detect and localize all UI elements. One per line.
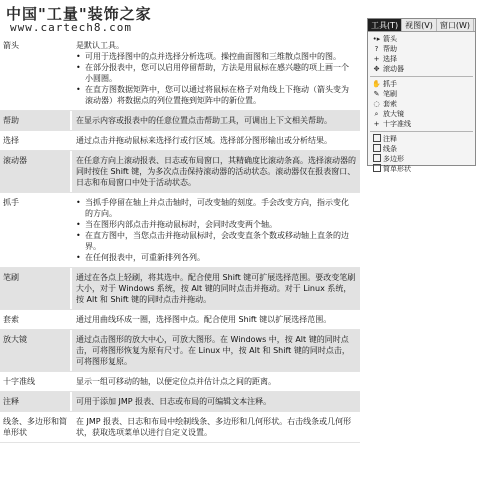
tool-description-cell — [72, 310, 360, 329]
menu-item-select[interactable] — [370, 54, 475, 64]
menu-item-label: 套索 — [383, 100, 397, 108]
description-line: 通过点击图形的放大中心，可放大图形。在 Windows 中，按 Alt 键的同时点击，可将图形恢复为原有尺寸。在 Linux 中，按 Alt 和 Shift 键的同时点击，可将图形复原。 — [76, 335, 350, 366]
menu-item-label: 十字准线 — [383, 120, 411, 128]
tool-name-cell: 笔刷 — [0, 268, 72, 309]
description-text — [76, 314, 356, 325]
tool-name-cell: 帮助 — [0, 111, 72, 130]
tool-description-cell — [72, 412, 360, 442]
menu-item-help[interactable] — [370, 44, 475, 54]
tools-menu-items — [368, 32, 475, 174]
menu-item-grabber[interactable] — [370, 79, 475, 89]
bullet-dot-icon: • — [76, 231, 81, 240]
description-text — [76, 334, 356, 367]
menu-item-polygon[interactable] — [370, 154, 475, 164]
bullet-dot-icon: • — [76, 220, 81, 229]
table-row — [0, 268, 360, 310]
crosshair-icon: + — [373, 120, 380, 128]
menu-item-label: 选择 — [383, 55, 397, 63]
brush-icon: ✎ — [373, 90, 380, 98]
arrow-icon: •▸ — [372, 35, 381, 43]
description-line: 在 JMP 报表、日志和布局中绘制线条、多边形和几何形状。右击线条或几何形状，获取选项菜单以进行自定义设置。 — [76, 417, 352, 437]
bullet-item — [76, 252, 356, 263]
menu-item-label: 注释 — [383, 135, 397, 143]
tool-description-cell — [72, 151, 360, 192]
lasso-icon: ◌ — [373, 100, 380, 108]
menu-item-annotate[interactable] — [370, 134, 475, 144]
bullet-item — [76, 84, 356, 106]
description-line: 通过用曲线环成一圈，选择图中点。配合使用 Shift 键以扩展选择范围。 — [76, 315, 332, 324]
tool-name-cell: 放大镜 — [0, 330, 72, 371]
tool-name-cell: 抓手 — [0, 193, 72, 267]
description-line: 当在图形内部点击并拖动鼠标时，会同时改变两个轴。 — [85, 220, 277, 229]
bullet-dot-icon: • — [76, 85, 81, 94]
tools-menu — [367, 18, 476, 173]
table-row — [0, 310, 360, 330]
table-row — [0, 193, 360, 268]
menu-separator — [370, 76, 473, 77]
select-icon: + — [373, 55, 380, 63]
menu-item-label: 简单形状 — [383, 165, 411, 173]
description-line: 可用于选择图中的点并选择分析选项。操控曲面图和三维散点图中的图。 — [85, 52, 341, 61]
bullet-dot-icon: • — [76, 198, 81, 207]
table-row — [0, 330, 360, 372]
tool-description-cell — [72, 392, 360, 411]
bullet-dot-icon: • — [76, 63, 81, 72]
table-row — [0, 372, 360, 392]
table-row — [0, 412, 360, 443]
bullet-item — [76, 197, 356, 219]
description-line: 显示一组可移动的轴，以便定位点并估计点之间的距离。 — [76, 377, 276, 386]
description-line: 在直方图中，当您点击并拖动鼠标时，会改变直条个数或移动轴上直条的边界。 — [85, 231, 349, 251]
menu-item-label: 帮助 — [383, 45, 397, 53]
table-row — [0, 111, 360, 131]
menu-item-label: 抓手 — [383, 80, 397, 88]
description-line: 在显示内容或报表中的任意位置点击帮助工具，可调出上下文相关帮助。 — [76, 116, 332, 125]
tool-description-cell — [72, 131, 360, 150]
tool-name-cell: 选择 — [0, 131, 72, 150]
bullet-item — [76, 230, 356, 252]
tool-description-cell — [72, 372, 360, 391]
menu-item-line[interactable] — [370, 144, 475, 154]
description-line: 在任意方向上滚动报表、日志或布局窗口，其精确度比滚动条高。选择滚动器的同时按住 Shift 键，为多次点击保持滚动器的活动状态。滚动器仅在报表窗口、日志和布局窗口中处于活动状态。 — [76, 156, 356, 187]
bullet-item — [76, 219, 356, 230]
bullet-dot-icon: • — [76, 253, 81, 262]
description-line: 是默认工具。 — [76, 41, 124, 50]
help-icon: ? — [374, 45, 379, 53]
table-row — [0, 131, 360, 151]
tool-name-cell: 线条、多边形和简单形状 — [0, 412, 72, 442]
menu-item-label: 多边形 — [383, 155, 404, 163]
scroller-icon: ✥ — [373, 65, 380, 73]
description-line: 可用于添加 JMP 报表、日志或布局的可编辑文本注释。 — [76, 397, 272, 406]
tool-name-cell: 注释 — [0, 392, 72, 411]
menu-item-brush[interactable] — [370, 89, 475, 99]
description-line: 通过在各点上轻刷，将其选中。配合使用 Shift 键可扩展选择范围。要改变笔刷大小，对于 Windows 系统，按 Alt 键的同时点击并拖动。对于 Linux 系统，按 Alt 和 Shift 键的同时点击并拖动。 — [76, 273, 356, 304]
description-text — [76, 115, 356, 126]
grabber-icon: ✋ — [372, 80, 381, 88]
menu-item-label: 线条 — [383, 145, 397, 153]
description-text — [76, 135, 356, 146]
description-line: 在任何报表中，可重新排列各列。 — [85, 253, 205, 262]
description-line: 在部分报表中，您可以启用停留帮助，方法是用鼠标在感兴趣的项上画一个小圆圈。 — [85, 63, 349, 83]
tool-description-cell — [72, 111, 360, 130]
menu-item-scroller[interactable] — [370, 64, 475, 74]
menu-item-label: 放大镜 — [383, 110, 404, 118]
description-line: 当抓手停留在轴上并点击轴时，可改变轴的刻度。手会改变方向，指示变化的方向。 — [85, 198, 349, 218]
menu-bar — [368, 19, 475, 32]
menu-item-arrow[interactable] — [370, 34, 475, 44]
menu-item-label: 笔刷 — [383, 90, 397, 98]
tool-name-cell: 滚动器 — [0, 151, 72, 192]
menu-item-simple-shape[interactable] — [370, 164, 475, 174]
menu-item-magnifier[interactable] — [370, 109, 475, 119]
table-row — [0, 392, 360, 412]
description-text — [76, 40, 356, 51]
description-text — [76, 416, 356, 438]
description-text — [76, 155, 356, 188]
tool-name-cell: 套索 — [0, 310, 72, 329]
description-text — [76, 396, 356, 407]
menu-item-label: 滚动器 — [383, 65, 404, 73]
watermark-title: 中国"工量"装饰之家 — [6, 5, 152, 23]
menu-1[interactable]: 视图(V) — [402, 19, 437, 31]
menu-separator — [370, 131, 473, 132]
menu-2[interactable]: 窗口(W) — [437, 19, 474, 31]
menu-item-crosshair[interactable] — [370, 119, 475, 129]
magnifier-icon: ⌕ — [374, 110, 379, 118]
bullet-item — [76, 51, 356, 62]
tool-name-cell: 箭头 — [0, 0, 72, 110]
tool-description-cell — [72, 193, 360, 267]
description-line: 在直方图数据矩阵中，您可以通过将鼠标在格子对角线上下拖动（箭头变为滚动器）将数据点的列位置拖到矩阵中的新位置。 — [85, 85, 349, 105]
watermark-url: www.cartech8.com — [10, 21, 132, 34]
bullet-item — [76, 62, 356, 84]
tool-description-cell — [72, 268, 360, 309]
table-row — [0, 151, 360, 193]
description-text — [76, 376, 356, 387]
bullet-dot-icon: • — [76, 52, 81, 61]
menu-0[interactable]: 工具(T) — [368, 19, 402, 31]
tool-description-cell — [72, 330, 360, 371]
tool-name-cell: 十字准线 — [0, 372, 72, 391]
menu-item-lasso[interactable] — [370, 99, 475, 109]
simple-shape-icon — [370, 164, 383, 175]
menu-item-label: 箭头 — [383, 35, 397, 43]
description-text — [76, 272, 356, 305]
description-line: 通过点击并拖动鼠标来选择行或行区域。选择部分图形输出或分析结果。 — [76, 136, 332, 145]
